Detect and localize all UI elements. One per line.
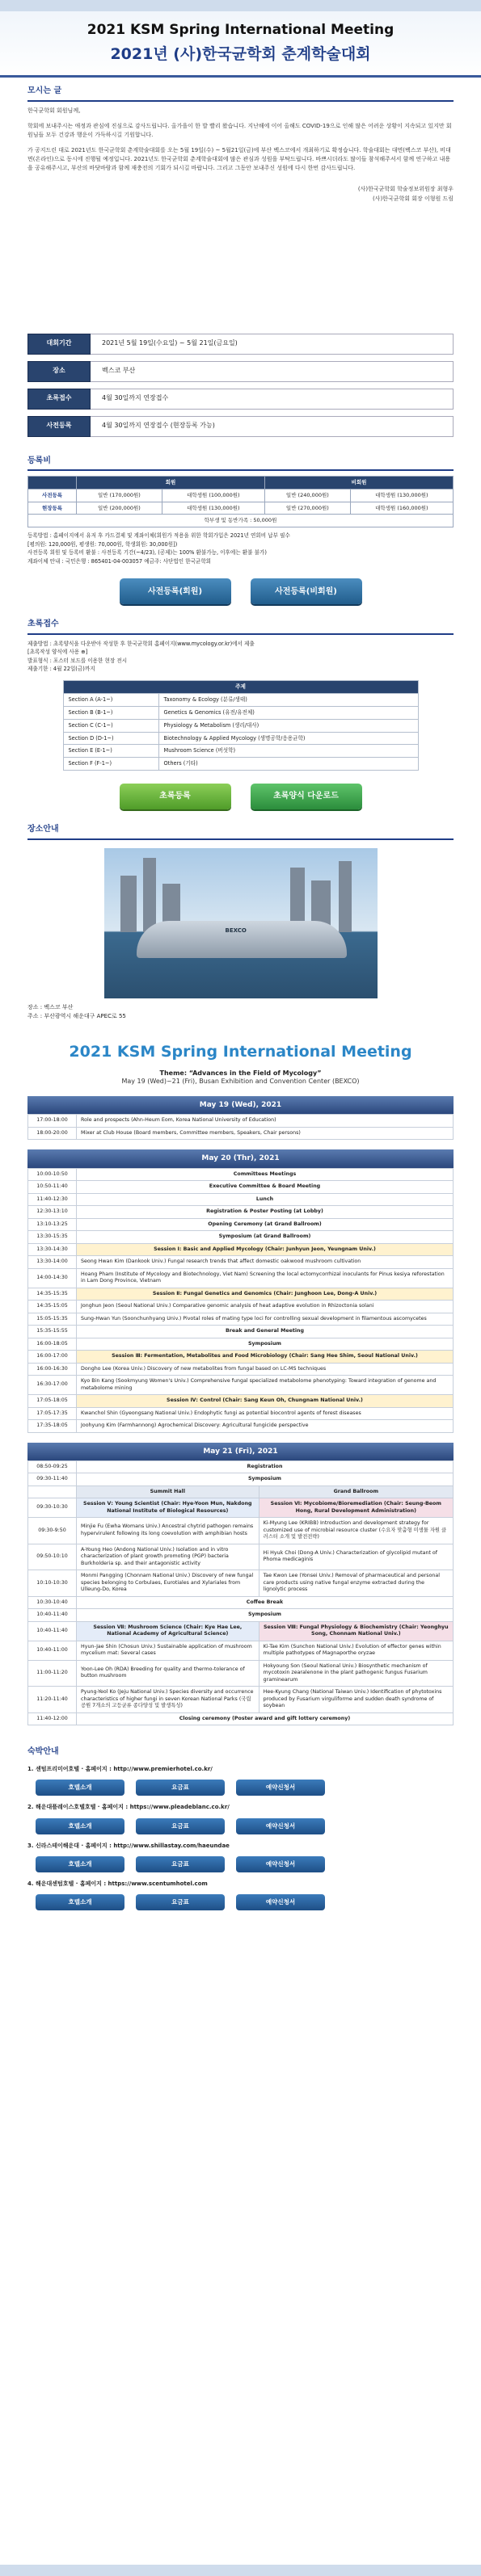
fee-row bbox=[28, 502, 454, 515]
talk-cell: Yoon-Lee Oh (RDA) Breeding for quality and thermo-tolerance of button mushroom bbox=[77, 1660, 259, 1687]
fee-note: 사전등록 회원 및 등록비 환불 : 사전등록 기간(~4/23), (공제)는 100% 환불가능, 이후에는 환불 불가) bbox=[27, 549, 267, 557]
schedule-row bbox=[28, 1712, 454, 1725]
hotel-booking-button[interactable]: 예약신청서 bbox=[236, 1856, 325, 1872]
abstract-heading: 초록접수 bbox=[27, 620, 59, 629]
hotel-rates-button[interactable]: 요금표 bbox=[136, 1818, 225, 1834]
talk-cell: A-Young Heo (Andong National Univ.) Isolation and in vitro characterization of plant growth promoting (PGP) bacteria Burkholderia sp. and their antagonistic activity bbox=[77, 1544, 259, 1570]
event-cell: Hoang Pham (Institute of Mycology and Biotechnology, Viet Nam) Screening the local ectomycorrhizal inoculants for Pinus kesiya reforestation in Lam Dong Province, Vietnam bbox=[77, 1268, 454, 1288]
talk-cell: Ki-Tae Kim (Sunchon National Univ.) Evolution of effector genes within multiple pathotypes of Magnaporthe oryzae bbox=[259, 1641, 453, 1660]
hotel-heading: 숙박안내 bbox=[27, 1747, 59, 1757]
hotel-intro-button[interactable]: 호텔소개 bbox=[36, 1818, 124, 1834]
fee-corner bbox=[28, 477, 77, 490]
event-cell: Session Ⅳ: Control (Chair: Sang Keun Oh, Chungnam National Univ.) bbox=[77, 1395, 454, 1408]
time-cell: 17:05-18:05 bbox=[28, 1395, 77, 1408]
time-cell: 10:10-10:30 bbox=[28, 1570, 77, 1597]
abstract-note: 제출방법 : 초록양식을 다운받아 작성한 후 한국균학회 홈페이지(www.mycology.or.kr)에서 제출 bbox=[27, 640, 255, 647]
time-cell: 12:30-13:10 bbox=[28, 1206, 77, 1219]
time-cell: 11:40-12:30 bbox=[28, 1193, 77, 1206]
talk-cell: Monmi Pangging (Chonnam National Univ.) Discovery of new fungal species belonging to Corbulaes, Eurotiales and Xylariales from Ulleung-Do, Korea bbox=[77, 1570, 259, 1597]
schedule-row bbox=[28, 1570, 454, 1597]
hotel-booking-button[interactable]: 예약신청서 bbox=[236, 1818, 325, 1834]
event-info bbox=[27, 333, 454, 438]
info-row bbox=[27, 415, 454, 438]
info-row bbox=[27, 333, 454, 355]
section-table bbox=[63, 680, 419, 771]
section-code: Section A (A-1~) bbox=[63, 693, 158, 706]
venue-heading: 장소안내 bbox=[27, 825, 59, 834]
day1-header: May 19 (Wed), 2021 bbox=[27, 1096, 454, 1114]
hotel-name: 4. 해운대센텀호텔 · 홈페이지 : https://www.scentumhotel.com bbox=[27, 1881, 208, 1888]
skyline-building bbox=[339, 861, 352, 932]
schedule-row bbox=[28, 1486, 454, 1498]
event-cell: Committees Meetings bbox=[77, 1168, 454, 1181]
hotel-section bbox=[0, 1746, 481, 1910]
signature bbox=[27, 185, 454, 204]
register-buttons bbox=[27, 578, 454, 604]
time-cell: 11:20-11:40 bbox=[28, 1687, 77, 1713]
session-cell: Session Ⅷ: Fungal Physiology & Biochemistry (Chair: Yeonghyu Song, Chonnam National Univ.) bbox=[259, 1621, 453, 1641]
time-cell: 16:30-17:00 bbox=[28, 1376, 77, 1395]
schedule-row bbox=[28, 1544, 454, 1570]
schedule-row bbox=[28, 1596, 454, 1609]
section-row bbox=[63, 732, 418, 745]
schedule-row bbox=[28, 1621, 454, 1641]
time-cell: 10:50-11:40 bbox=[28, 1181, 77, 1194]
talk-cell: Hokyoung Son (Seoul National Univ.) Biosynthetic mechanism of mycotoxin zearalenone in the plant pathogenic fungus Fusarium graminearum bbox=[259, 1660, 453, 1687]
event-cell: Session Ⅰ: Basic and Applied Mycology (Chair: Junhyun Jeon, Yeungnam Univ.) bbox=[77, 1243, 454, 1256]
event-cell: Joohyung Kim (Farmhannong) Agrochemical Discovery: Agricultural fungicide perspective bbox=[77, 1420, 454, 1433]
talk-cell: Hi Hyuk Choi (Dong-A Univ.) Characterization of glycolipid mutant of Phoma medicaginis bbox=[259, 1544, 453, 1570]
session-cell: Session Ⅵ: Mycobiome/Bioremediation (Chair: Seung-Beom Hong, Rural Development Administration) bbox=[259, 1498, 453, 1518]
signature-line: (사)한국균학회 회장 이형원 드림 bbox=[372, 195, 454, 202]
address-line: 주소 : 부산광역시 해운대구 APEC로 55 bbox=[27, 1012, 126, 1019]
time-cell: 10:40-11:00 bbox=[28, 1641, 77, 1660]
fee-note: 계좌이체 안내 : 국민은행 : 865401-04-003057 예금주: 사단법인 한국균학회 bbox=[27, 557, 212, 565]
section-topic: Others (기타) bbox=[158, 758, 418, 771]
fee-cell: 대학생원 (130,000원) bbox=[350, 489, 453, 502]
fee-cell: 대학생원 (100,000원) bbox=[162, 489, 264, 502]
section-row bbox=[63, 758, 418, 771]
schedule-row bbox=[28, 1641, 454, 1660]
time-cell: 17:00-18:00 bbox=[28, 1115, 77, 1128]
info-label: 장소 bbox=[27, 361, 91, 382]
fee-row-label: 현장등록 bbox=[28, 502, 77, 515]
section-code: Section B (B-1~) bbox=[63, 706, 158, 719]
hotel-rates-button[interactable]: 요금표 bbox=[136, 1856, 225, 1872]
section-row bbox=[63, 745, 418, 758]
time-cell: 14:35-15:05 bbox=[28, 1301, 77, 1313]
event-cell: Session Ⅱ: Fungal Genetics and Genomics (Chair: Junghoon Lee, Dong-A Univ.) bbox=[77, 1288, 454, 1301]
section-topic: Genetics & Genomics (유전/유전체) bbox=[158, 706, 418, 719]
schedule-row bbox=[28, 1231, 454, 1244]
time-cell: 09:30-11:40 bbox=[28, 1473, 77, 1486]
schedule-row bbox=[28, 1498, 454, 1518]
register-member-button[interactable]: 사전등록(회원) bbox=[120, 578, 231, 604]
section-table-head: 주제 bbox=[63, 680, 418, 693]
event-cell: Kyo Bin Kang (Sookmyung Women's Univ.) Comprehensive fungal specialized metabolome phenotyping: Toward integration of genome and metabolome mining bbox=[77, 1376, 454, 1395]
info-label: 초록접수 bbox=[27, 389, 91, 410]
day2-header: May 20 (Thr), 2021 bbox=[27, 1149, 454, 1167]
divider bbox=[27, 100, 454, 102]
fee-note: 등록방법 : 홈페이지에서 유저 후 카드결제 및 계좌이체(회원가 적용을 위한 학회가입은 2021년 연회비 납부 필수 bbox=[27, 532, 290, 540]
time-cell: 10:40-11:40 bbox=[28, 1609, 77, 1622]
event-cell: Symposium bbox=[77, 1338, 454, 1351]
schedule-row bbox=[28, 1376, 454, 1395]
fee-cell: 대학생원 (160,000원) bbox=[350, 502, 453, 515]
schedule-row bbox=[28, 1473, 454, 1486]
abstract-buttons bbox=[27, 784, 454, 809]
fee-notes bbox=[27, 532, 454, 565]
event-cell: Role and prospects (Ahn-Heum Eom, Korea National University of Education) bbox=[77, 1115, 454, 1128]
hotel-name: 1. 센텀프리미어호텔 · 홈페이지 : http://www.premierhotel.co.kr/ bbox=[27, 1765, 213, 1772]
event-cell: Opening Ceremony (at Grand Ballroom) bbox=[77, 1218, 454, 1231]
time-cell: 16:00-16:30 bbox=[28, 1363, 77, 1376]
greeting-section bbox=[0, 86, 481, 1021]
time-cell: 13:30-14:00 bbox=[28, 1256, 77, 1269]
photo-label: BEXCO bbox=[225, 927, 247, 935]
abstract-note: [초록작성 양식에 사용 ⊕] bbox=[27, 649, 88, 656]
signature-line: (사)한국균학회 학술정보위원장 최형우 bbox=[357, 185, 454, 192]
abstract-note: 발표형식 : 포스터 보드를 이용한 현장 전시 bbox=[27, 657, 128, 664]
event-cell: Sung-Hwan Yun (Soonchunhyang Univ.) Pivotal roles of mating type loci for controlling sexual development in filamentous ascomycetes bbox=[77, 1313, 454, 1326]
time-cell: 18:00-20:00 bbox=[28, 1127, 77, 1140]
section-topic: Physiology & Metabolism (생리/대사) bbox=[158, 719, 418, 732]
event-cell: Session Ⅲ: Fermentation, Metabolites and Food Microbiology (Chair: Sang Hee Shim, Seoul National Univ.) bbox=[77, 1351, 454, 1364]
schedule-row bbox=[28, 1168, 454, 1181]
schedule-row bbox=[28, 1115, 454, 1128]
schedule-row bbox=[28, 1206, 454, 1219]
event-cell: Registration bbox=[77, 1460, 454, 1473]
info-value: 2021년 5월 19일(수요일) ~ 5월 21일(금요일) bbox=[91, 334, 454, 355]
fee-cell: 일반 (200,000원) bbox=[77, 502, 162, 515]
schedule-row bbox=[28, 1218, 454, 1231]
event-cell: Mixer at Club House (Board members, Committee members, Speakers, Chair persons) bbox=[77, 1127, 454, 1140]
schedule-row bbox=[28, 1181, 454, 1194]
section-code: Section E (E-1~) bbox=[63, 745, 158, 758]
hotel-rates-button[interactable]: 요금표 bbox=[136, 1780, 225, 1796]
time-cell: 13:30-15:35 bbox=[28, 1231, 77, 1244]
time-cell: 16:00-17:00 bbox=[28, 1351, 77, 1364]
header-banner bbox=[0, 0, 481, 78]
schedule-row bbox=[28, 1127, 454, 1140]
divider bbox=[27, 469, 454, 471]
fee-table bbox=[27, 476, 454, 527]
event-cell: Jonghun Jeon (Seoul National Univ.) Comparative genomic analysis of heat adaptive evolution in Rhizoctonia solani bbox=[77, 1301, 454, 1313]
section-code: Section C (C-1~) bbox=[63, 719, 158, 732]
time-cell: 15:35-15:55 bbox=[28, 1326, 77, 1338]
time-cell: 09:30-9:50 bbox=[28, 1518, 77, 1544]
fee-row bbox=[28, 489, 454, 502]
divider bbox=[27, 838, 454, 840]
fee-col-member: 회원 bbox=[77, 477, 265, 490]
schedule-row bbox=[28, 1301, 454, 1313]
hotel-booking-button[interactable]: 예약신청서 bbox=[236, 1780, 325, 1796]
time-cell: 09:50-10:10 bbox=[28, 1544, 77, 1570]
hotel-buttons bbox=[36, 1856, 454, 1872]
register-nonmember-button[interactable]: 사전등록(비회원) bbox=[251, 578, 362, 604]
program-header bbox=[0, 1042, 481, 1086]
program-dates: May 19 (Wed)~21 (Fri), Busan Exhibition and Convention Center (BEXCO) bbox=[121, 1078, 360, 1086]
schedule-row bbox=[28, 1288, 454, 1301]
divider bbox=[27, 633, 454, 635]
day2-table bbox=[27, 1168, 454, 1433]
event-cell: Coffee Break bbox=[77, 1596, 454, 1609]
hotel-name: 2. 해운대플레이스호텔호텔 · 홈페이지 : https://www.pleadeblanc.co.kr/ bbox=[27, 1804, 230, 1811]
fee-col-nonmember: 비회원 bbox=[264, 477, 453, 490]
abstract-note: 제출기한 : 4월 22일(금)까지 bbox=[27, 666, 95, 673]
section-code: Section D (D-1~) bbox=[63, 732, 158, 745]
event-cell: Break and General Meeting bbox=[77, 1326, 454, 1338]
fee-row-label: 사전등록 bbox=[28, 489, 77, 502]
fee-cell: 일반 (270,000원) bbox=[264, 502, 350, 515]
hotel-buttons bbox=[36, 1818, 454, 1834]
abstract-form-download-button[interactable]: 초록양식 다운로드 bbox=[251, 784, 362, 809]
program-title: 2021 KSM Spring International Meeting bbox=[69, 1043, 412, 1061]
hotel-buttons bbox=[36, 1780, 454, 1796]
event-cell: Executive Committee & Board Meeting bbox=[77, 1181, 454, 1194]
footer-wave bbox=[0, 2565, 481, 2576]
schedule-row bbox=[28, 1609, 454, 1622]
abstract-submit-button[interactable]: 초록등록 bbox=[120, 784, 231, 809]
hotel-buttons bbox=[36, 1894, 454, 1910]
schedule-row bbox=[28, 1460, 454, 1473]
section-row bbox=[63, 719, 418, 732]
fee-cell: 대학생원 (130,000원) bbox=[162, 502, 264, 515]
section-topic: Mushroom Science (버섯학) bbox=[158, 745, 418, 758]
fee-cell: 일반 (240,000원) bbox=[264, 489, 350, 502]
abstract-notes bbox=[27, 640, 454, 674]
header-rule bbox=[0, 75, 481, 78]
event-cell: Closing ceremony (Poster award and gift lottery ceremony) bbox=[77, 1712, 454, 1725]
event-cell: Seong Hwan Kim (Dankook Univ.) Fungal research trends that affect domestic oakwood mushroom cultivation bbox=[77, 1256, 454, 1269]
skyline-building bbox=[143, 858, 156, 932]
schedule-row bbox=[28, 1338, 454, 1351]
venue-address bbox=[27, 1003, 454, 1021]
schedule-row bbox=[28, 1660, 454, 1687]
section-topic: Taxonomy & Ecology (분류/생태) bbox=[158, 693, 418, 706]
event-cell: Lunch bbox=[77, 1193, 454, 1206]
talk-cell: Ki-Myung Lee (KRIBB) Introduction and development strategy for customized use of microbial resource cluster (수요자 맞춤형 미생물 자원 클러스터 소개 및 발전전략) bbox=[259, 1518, 453, 1544]
talk-cell: Hee-Kyung Chang (National Taiwan Univ.) Identification of phytotoxins produced by Fusarium virguliforme and sudden death syndrome of soybean bbox=[259, 1687, 453, 1713]
skyline-building bbox=[120, 876, 137, 932]
schedule-row bbox=[28, 1363, 454, 1376]
section-row bbox=[63, 693, 418, 706]
hotel-intro-button[interactable]: 호텔소개 bbox=[36, 1856, 124, 1872]
schedule-row bbox=[28, 1407, 454, 1420]
time-cell: 11:40-12:00 bbox=[28, 1712, 77, 1725]
day1-table bbox=[27, 1114, 454, 1140]
schedule-row bbox=[28, 1420, 454, 1433]
event-cell: Symposium (at Grand Ballroom) bbox=[77, 1231, 454, 1244]
day3-header: May 21 (Fri), 2021 bbox=[27, 1443, 454, 1460]
session-cell: Session Ⅴ: Young Scientist (Chair: Hye-Yoon Mun, Nakdong National Institute of Biological Resources) bbox=[77, 1498, 259, 1518]
greeting-para: 학회에 보내주시는 애정과 관심에 진심으로 감사드립니다. 올가을이 한 발 빨리 왔습니다. 지난해에 이어 올해도 COVID-19으로 인해 많은 어려운 상황이 지속되고 있지만 회원님들 모두 건강과 행운이 가득하시길 기원합니다. bbox=[27, 122, 452, 138]
section-row bbox=[63, 706, 418, 719]
time-cell: 08:50-09:25 bbox=[28, 1460, 77, 1473]
schedule-row bbox=[28, 1193, 454, 1206]
info-row bbox=[27, 388, 454, 410]
schedule-row bbox=[28, 1268, 454, 1288]
schedule-row bbox=[28, 1518, 454, 1544]
time-cell: 17:35-18:05 bbox=[28, 1420, 77, 1433]
session-cell: Session Ⅶ: Mushroom Science (Chair: Kye Hae Lee, National Academy of Agricultural Science) bbox=[77, 1621, 259, 1641]
event-cell: Registration & Poster Posting (at Lobby) bbox=[77, 1206, 454, 1219]
event-cell: Symposium bbox=[77, 1473, 454, 1486]
greeting-para: 가 공지드린 대로 2021년도 한국균학회 춘계학술대회를 오는 5월 19일(수) ~ 5월21일(금)에 부산 벡스코에서 개최하기로 확정습니다. 학술대회는 대면(벡스코 부산), 비대면(온라인)으로 동시에 진행될 예정입니다. 2021년도 한국균학회 춘계학술대회에 많은 관심과 성원을 부탁드립니다. 바쁘시더라도 많이들 참석해주셔서 함께 연구하고 내용을 공유해주시고, 부산의 바닷바람과 함께 재충전의 기회가 되시길 바랍니다. 그리고 그동안 보내주신 성원에 다시 한번 감사드립니다. bbox=[27, 147, 451, 172]
time-cell: 10:00-10:50 bbox=[28, 1168, 77, 1181]
event-cell: Kwanchol Shin (Gyeongsang National Univ.) Endophytic fungi as potential biocontrol agents of forest diseases bbox=[77, 1407, 454, 1420]
info-label: 사전등록 bbox=[27, 416, 91, 437]
time-cell: 15:05-15:35 bbox=[28, 1313, 77, 1326]
time-cell bbox=[28, 1486, 77, 1498]
talk-cell: Pyung-Yeol Ko (Jeju National Univ.) Species diversity and occurrence characteristics of higher fungi in seven Korean National Parks (국립공원 7개소의 고등균류 종다양성 및 발생특성) bbox=[77, 1687, 259, 1713]
time-cell: 10:30-10:40 bbox=[28, 1596, 77, 1609]
title-ko: 2021년 (사)한국균학회 춘계학술대회 bbox=[110, 44, 371, 63]
time-cell: 13:10-13:25 bbox=[28, 1218, 77, 1231]
hotel-intro-button[interactable]: 호텔소개 bbox=[36, 1894, 124, 1910]
hall-cell: Summit Hall bbox=[77, 1486, 259, 1498]
address-line: 장소 : 벡스코 부산 bbox=[27, 1003, 74, 1011]
section-code: Section F (F-1~) bbox=[63, 758, 158, 771]
fee-cell: 일반 (170,000원) bbox=[77, 489, 162, 502]
hotel-name: 3. 신라스테이해운대 · 홈페이지 : http://www.shillastay.com/haeundae bbox=[27, 1842, 230, 1849]
event-cell: Symposium bbox=[77, 1609, 454, 1622]
talk-cell: Tae Kwon Lee (Yonsei Univ.) Removal of pharmaceutical and personal care products using native fungal enzyme extracted during the lignolytic process bbox=[259, 1570, 453, 1597]
schedule-row bbox=[28, 1326, 454, 1338]
time-cell: 10:40-11:40 bbox=[28, 1621, 77, 1641]
hotel-intro-button[interactable]: 호텔소개 bbox=[36, 1780, 124, 1796]
time-cell: 14:00-14:30 bbox=[28, 1268, 77, 1288]
bexco-building bbox=[137, 921, 347, 958]
time-cell: 09:30-10:30 bbox=[28, 1498, 77, 1518]
title-en: 2021 KSM Spring International Meeting bbox=[86, 22, 395, 38]
info-value: 벡스코 부산 bbox=[91, 361, 454, 382]
time-cell: 11:00-11:20 bbox=[28, 1660, 77, 1687]
talk-cell: Hyun-Jae Shin (Chosun Univ.) Sustainable application of mushroom mycelium mat: Several cases bbox=[77, 1641, 259, 1660]
schedule-row bbox=[28, 1395, 454, 1408]
greeting-para: 한국균학회 회원님께, bbox=[27, 107, 81, 114]
schedule-row bbox=[28, 1687, 454, 1713]
event-cell: Dongho Lee (Korea Univ.) Discovery of new metabolites from fungal based on LC-MS techniques bbox=[77, 1363, 454, 1376]
greeting-body bbox=[27, 107, 454, 318]
hall-cell: Grand Ballroom bbox=[259, 1486, 453, 1498]
hotel-booking-button[interactable]: 예약신청서 bbox=[236, 1894, 325, 1910]
time-cell: 17:05-17:35 bbox=[28, 1407, 77, 1420]
fee-heading: 등록비 bbox=[27, 456, 51, 465]
greeting-heading: 모시는 글 bbox=[27, 86, 62, 95]
fee-note: [평의원: 120,000원, 평생원: 70,000원, 학생회원: 30,000원]) bbox=[27, 540, 178, 548]
section-topic: Biotechnology & Applied Mycology (생명공학/응용균학) bbox=[158, 732, 418, 745]
info-value: 4월 30일까지 연장접수 bbox=[91, 389, 454, 410]
time-cell: 14:35-15:35 bbox=[28, 1288, 77, 1301]
venue-photo bbox=[104, 848, 378, 998]
info-label: 대회기간 bbox=[27, 334, 91, 355]
schedule-row bbox=[28, 1313, 454, 1326]
talk-cell: Minjie Fu (Ewha Womans Univ.) Ancestral chytrid pathogen remains hypervirulent following its long coevolution with amphibian hosts bbox=[77, 1518, 259, 1544]
time-cell: 13:30-14:30 bbox=[28, 1243, 77, 1256]
day3-table bbox=[27, 1460, 454, 1726]
info-row bbox=[27, 360, 454, 383]
schedule-row bbox=[28, 1243, 454, 1256]
header-wave bbox=[0, 0, 481, 11]
program-theme: Theme: “Advances in the Field of Mycology” bbox=[159, 1069, 322, 1077]
schedule-row bbox=[28, 1256, 454, 1269]
hotel-rates-button[interactable]: 요금표 bbox=[136, 1894, 225, 1910]
time-cell: 16:00-18:05 bbox=[28, 1338, 77, 1351]
info-value: 4월 30일까지 연장접수 (현장등록 가능) bbox=[91, 416, 454, 437]
schedule-row bbox=[28, 1351, 454, 1364]
fee-extra: 학부생 및 동반가족 : 50,000원 bbox=[28, 515, 454, 527]
